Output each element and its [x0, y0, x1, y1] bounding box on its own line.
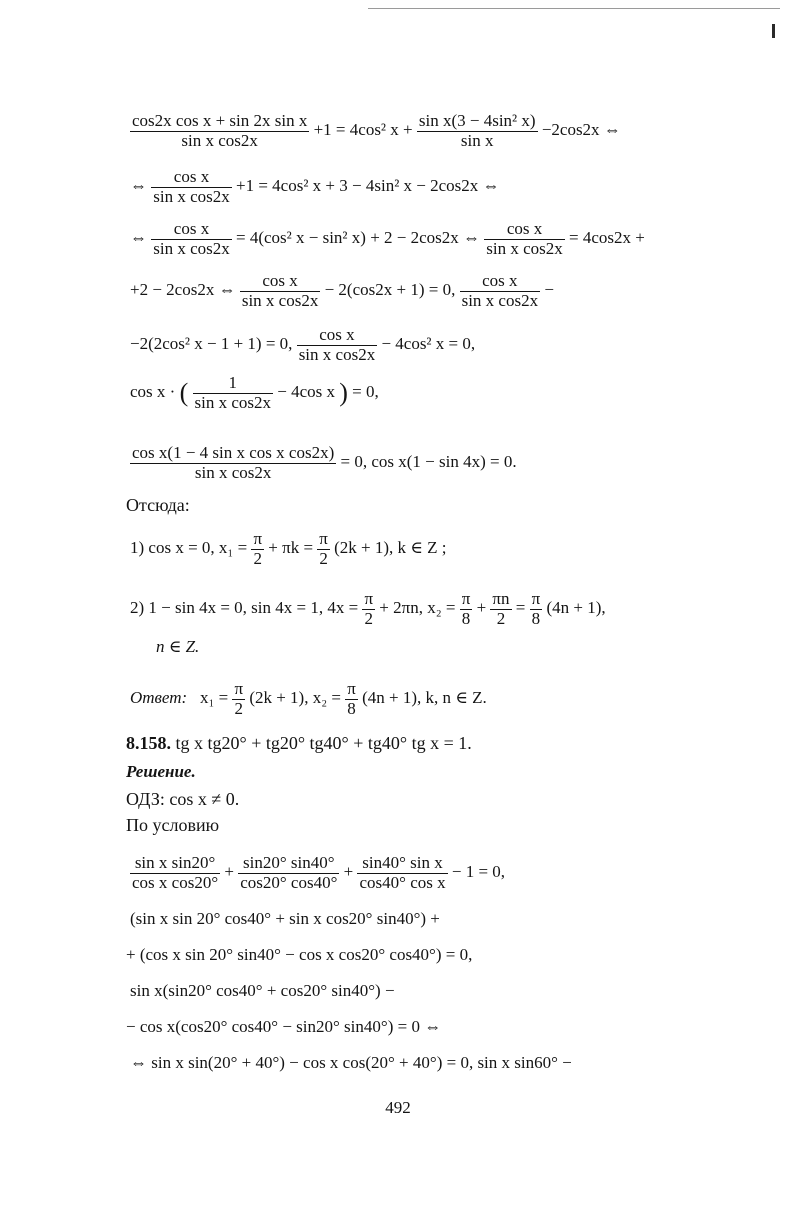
equation-line-9: (sin x sin 20° cos40° + sin x cos20° sin40°) +: [130, 909, 440, 928]
equation-line-11: sin x(sin20° cos40° + cos20° sin40°) −: [130, 981, 395, 1000]
fraction: $\frac{\text{cos x}}{\text{sin x cos2x}}$: [461, 271, 539, 310]
equation-line-13: ⇔ sin x sin(20° + 40°) − cos x cos(20° + 40°) = 0, sin x sin60° −: [130, 1053, 572, 1072]
fraction: $\frac{\pi}{2}$: [364, 589, 374, 628]
case-1: 1) cos x = 0, x₁ = $\frac{\pi}{2}$ + πk = $\frac{\pi}{2}$ (2k + 1), k ∈ Z ;: [130, 529, 447, 568]
equation-line-5: −2(2cos² x − 1 + 1) = 0, $\frac{\text{cos x}}{\text{sin x cos2x}}$ − 4cos² x = 0,: [130, 325, 476, 364]
fraction: $\frac{\sin 20^\circ \sin 40^\circ}{\cos 20^\circ \cos 40^\circ}$: [240, 853, 338, 892]
equation-line-2: ⇔ $\frac{\text{cos x}}{\text{sin x cos2x}}$ +1 = 4cos² x + 3 − 4sin² x − 2cos2x ⇔: [130, 167, 500, 206]
fraction: $\frac{1}{\text{sin x cos2x}}$: [194, 373, 271, 412]
answer-label: Ответ:: [130, 688, 188, 708]
fraction: $\frac{\text{cos x}}{\text{sin x cos2x}}$: [298, 325, 376, 364]
top-rule: [368, 8, 780, 9]
equation-line-4: +2 − 2cos2x ⇔ $\frac{\text{cos x}}{\text{sin x cos2x}}$ − 2(cos2x + 1) = 0, $\frac{\text{cos x}}{\text{sin x cos2x}}$ −: [130, 271, 554, 310]
equation-line-1: $\frac{\text{cos2x cos x + sin 2x sin x}}{\text{sin x cos2x}}$ +1 = 4cos² x + $\frac{\text{sin x(3 − 4sin² x)}}{\text{sin x}}$ −2cos2x ⇔: [132, 111, 621, 150]
problem-text: tg x tg20° + tg20° tg40° + tg40° tg x = 1.: [175, 733, 472, 753]
fraction: $\frac{\text{cos x}}{\text{sin x cos2x}}$: [153, 167, 230, 206]
odz-text: ОДЗ: cos x ≠ 0.: [126, 789, 240, 809]
fraction: $\frac{\text{sin40° sin x}}{\text{cos40° cos x}}$: [359, 853, 446, 892]
fraction: $\frac{\pi n}{2}$: [492, 589, 510, 628]
fraction: $\frac{\text{cos x(1 − 4 sin x cos x cos2x)}}{\text{sin x cos2x}}$: [132, 443, 335, 482]
page-number: 492: [385, 1098, 411, 1117]
equation-line-6: cos x · ( $\frac{1}{\text{sin x cos2x}}$ − 4cos x ) = 0,: [130, 373, 379, 412]
equation-line-3: ⇔ $\frac{\text{cos x}}{\text{sin x cos2x}}$ = 4(cos² x − sin² x) + 2 − 2cos2x ⇔ $\frac{\text{cos x}}{\text{sin x cos2x}}$ = 4cos2x +: [130, 219, 645, 258]
po-usloviyu-text: По условию: [126, 815, 220, 835]
fraction: $\frac{\text{sin x(3 − 4sin² x)}}{\text{sin x}}$: [418, 111, 536, 150]
equation-line-10: + (cos x sin 20° sin40° − cos x cos20° cos40°) = 0,: [126, 945, 473, 964]
equation-line-7: $\frac{\text{cos x(1 − 4 sin x cos x cos2x)}}{\text{sin x cos2x}}$ = 0, cos x(1 − sin 4x) = 0.: [132, 443, 517, 482]
case-2-condition: n ∈ Z.: [156, 637, 200, 656]
fraction: $\frac{\pi}{2}$: [253, 529, 263, 568]
fraction: $\frac{\text{sin x sin20°}}{\text{cos x cos20°}}$: [132, 853, 219, 892]
problem-statement: [126, 734, 472, 752]
equation-line-8: $\frac{\text{sin x sin20°}}{\text{cos x cos20°}}$ + $\frac{\sin 20^\circ \sin 40^\circ}{\cos 20^\circ \cos 40^\circ}$ + $\frac{\text{sin40° sin x}}{\text{cos40° cos x}}$ − 1 = 0,: [132, 853, 506, 892]
equation-line-12: − cos x(cos20° cos40° − sin20° sin40°) = 0 ⇔: [126, 1017, 442, 1036]
fraction: $\frac{\pi}{2}$: [234, 679, 244, 718]
fraction: $\frac{\text{cos x}}{\text{sin x cos2x}}$: [153, 219, 230, 258]
fraction: $\frac{\pi}{8}$: [461, 589, 471, 628]
fraction: $\frac{\pi}{2}$: [319, 529, 328, 568]
fraction: $\frac{\pi}{8}$: [531, 589, 541, 628]
fraction: $\frac{\text{cos x}}{\text{sin x cos2x}}$: [241, 271, 319, 310]
answer-line: Ответ: x₁ = $\frac{\pi}{2}$ (2k + 1), x₂ = $\frac{\pi}{8}$ (4n + 1), k, n ∈ Z.: [130, 679, 487, 718]
case-2: 2) 1 − sin 4x = 0, sin 4x = 1, 4x = $\frac{\pi}{2}$ + 2πn, x₂ = $\frac{\pi}{8}$ + $\frac{\pi n}{2}$ = $\frac{\pi}{8}$ (4n + 1),: [130, 589, 606, 628]
problem-number: 8.158.: [126, 733, 171, 753]
otsyuda-text: Отсюда:: [126, 495, 190, 515]
solution-label: Решение.: [126, 762, 196, 781]
fraction: $\frac{\text{cos2x cos x + sin 2x sin x}}{\text{sin x cos2x}}$: [132, 111, 308, 150]
fraction: $\frac{\text{cos x}}{\text{sin x cos2x}}$: [486, 219, 563, 258]
fraction: $\frac{\pi}{8}$: [347, 679, 356, 718]
margin-mark: [772, 24, 775, 38]
